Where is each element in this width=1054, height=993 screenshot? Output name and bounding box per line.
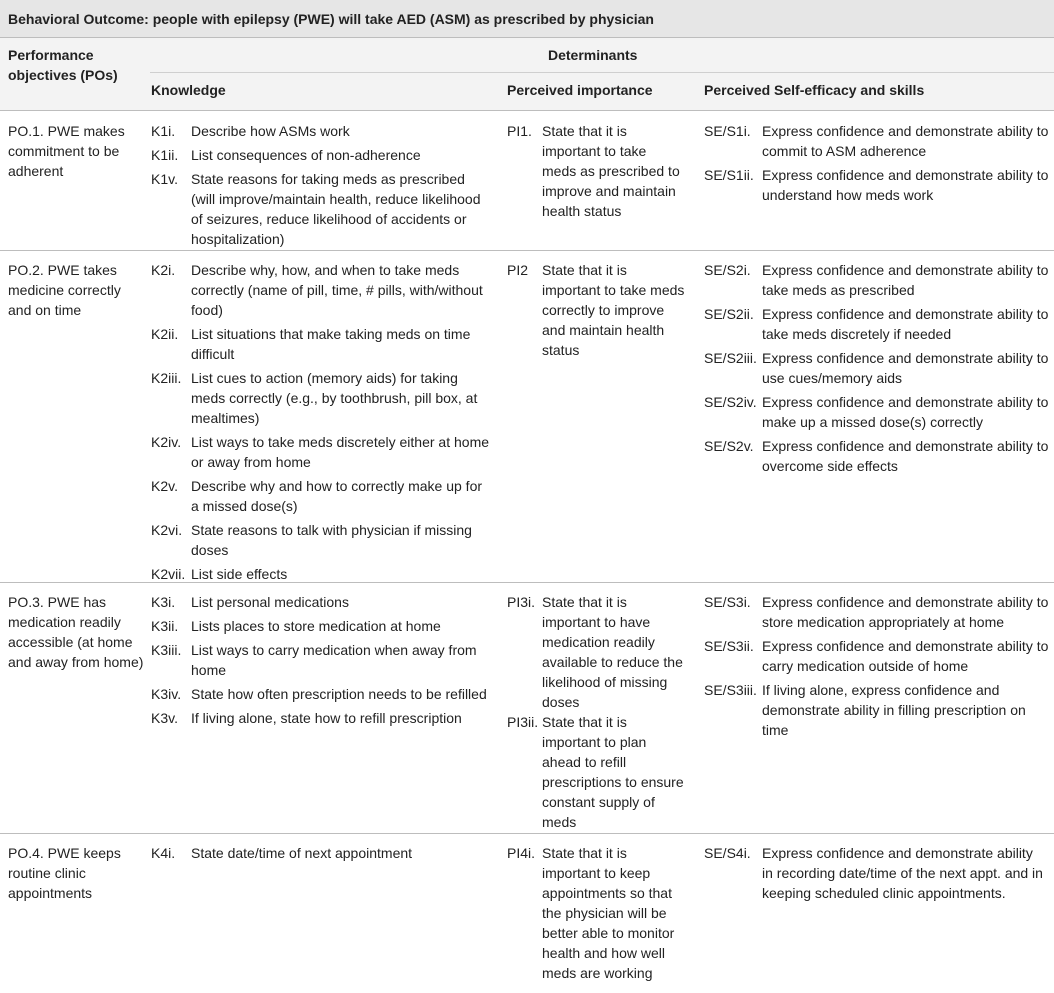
importance-item-text-line: correctly to improve: [542, 302, 665, 318]
po-cell: [8, 121, 125, 181]
self-efficacy-item-text: [762, 843, 1043, 903]
row-separator: [0, 582, 1054, 583]
importance-item-text-line: meds as prescribed to: [542, 163, 680, 179]
po-text-line: commitment to be: [8, 143, 120, 159]
po-cell: [8, 843, 121, 903]
po-text-line: PO.4. PWE keeps: [8, 845, 121, 861]
importance-item-text-line: status: [542, 342, 580, 358]
knowledge-item-text-line: meds correctly (e.g., by toothbrush, pill box, at: [191, 390, 478, 406]
knowledge-item-text-line: Describe why and how to correctly make up for: [191, 478, 483, 494]
knowledge-item-code: K2vii.: [151, 566, 186, 582]
self-efficacy-item-text: [762, 165, 1048, 205]
importance-item-text-line: important to keep: [542, 865, 651, 881]
importance-item-code: PI3ii.: [507, 714, 539, 730]
importance-item-text-line: ahead to refill: [542, 754, 627, 770]
self-efficacy-item-code: SE/S2ii.: [704, 306, 754, 322]
self-efficacy-item-text: [762, 680, 1026, 740]
self-efficacy-item-text-line: Express confidence and demonstrate ability to: [762, 394, 1049, 410]
self-efficacy-item-text-line: carry medication outside of home: [762, 658, 969, 674]
rule-determinants: [150, 72, 1054, 73]
importance-item-text: [542, 592, 683, 712]
po-text-line: routine clinic: [8, 865, 86, 881]
self-efficacy-item-text-line: commit to ASM adherence: [762, 143, 927, 159]
rule-title-bottom: [0, 37, 1054, 38]
knowledge-item-text: [191, 260, 483, 320]
importance-item-text-line: medication readily: [542, 634, 655, 650]
importance-item-code: PI3i.: [507, 594, 536, 610]
header-determinants: Determinants: [548, 47, 638, 63]
self-efficacy-item-text-line: store medication appropriately at home: [762, 614, 1005, 630]
importance-item-code: PI4i.: [507, 845, 536, 861]
knowledge-item-code: K4i.: [151, 845, 176, 861]
knowledge-item-text-line: or away from home: [191, 454, 311, 470]
self-efficacy-item-text: [762, 348, 1048, 388]
knowledge-item-text: [191, 708, 462, 728]
self-efficacy-item-text: [762, 304, 1048, 344]
knowledge-item-text-line: a missed dose(s): [191, 498, 298, 514]
knowledge-item-text-line: Describe why, how, and when to take meds: [191, 262, 460, 278]
header-knowledge: Knowledge: [151, 82, 226, 98]
header-po-line-2: objectives (POs): [8, 67, 118, 83]
header-importance: Perceived importance: [507, 82, 653, 98]
importance-item-text-line: appointments so that: [542, 885, 672, 901]
self-efficacy-item-text: [762, 392, 1048, 432]
self-efficacy-item-text: [762, 436, 1048, 476]
self-efficacy-item-text-line: Express confidence and demonstrate ability to: [762, 350, 1049, 366]
importance-item-text-line: better able to monitor: [542, 925, 675, 941]
importance-item-text-line: meds: [542, 814, 577, 830]
knowledge-item-text: [191, 592, 349, 612]
self-efficacy-item-text-line: overcome side effects: [762, 458, 898, 474]
self-efficacy-item-text-line: Express confidence and demonstrate ability to: [762, 123, 1049, 139]
knowledge-item-text-line: correctly (name of pill, time, # pills, with/without: [191, 282, 483, 298]
po-text-line: and on time: [8, 302, 82, 318]
importance-item-text-line: State that it is: [542, 594, 627, 610]
self-efficacy-item-text-line: understand how meds work: [762, 187, 934, 203]
knowledge-item-text-line: Describe how ASMs work: [191, 123, 350, 139]
importance-item-text-line: available to reduce the: [542, 654, 683, 670]
po-text-line: PO.1. PWE makes: [8, 123, 125, 139]
importance-item-text-line: health and how well: [542, 945, 665, 961]
po-text-line: medication readily: [8, 614, 121, 630]
importance-item-text: [542, 121, 680, 221]
self-efficacy-item-text-line: Express confidence and demonstrate ability: [762, 845, 1033, 861]
self-efficacy-item-code: SE/S3i.: [704, 594, 751, 610]
knowledge-item-code: K2vi.: [151, 522, 183, 538]
importance-item-text-line: important to plan: [542, 734, 647, 750]
importance-item-text-line: health status: [542, 203, 622, 219]
importance-item-text-line: and maintain health: [542, 322, 665, 338]
knowledge-item-code: K2i.: [151, 262, 176, 278]
self-efficacy-item-code: SE/S2iv.: [704, 394, 757, 410]
knowledge-item-text-line: doses: [191, 542, 229, 558]
rule-header-bottom: [0, 110, 1054, 111]
importance-item-text-line: prescriptions to ensure: [542, 774, 684, 790]
knowledge-item-text-line: List side effects: [191, 566, 288, 582]
self-efficacy-item-text-line: take meds discretely if needed: [762, 326, 952, 342]
knowledge-item-code: K3i.: [151, 594, 176, 610]
knowledge-item-text: [191, 564, 287, 584]
importance-item-text-line: doses: [542, 694, 580, 710]
knowledge-item-text: [191, 640, 477, 680]
knowledge-item-text-line: food): [191, 302, 223, 318]
po-text-line: medicine correctly: [8, 282, 121, 298]
knowledge-item-text: [191, 432, 489, 472]
knowledge-item-text: [191, 520, 472, 560]
self-efficacy-item-text: [762, 121, 1048, 161]
header-self-efficacy: Perceived Self-efficacy and skills: [704, 82, 925, 98]
knowledge-item-text-line: List consequences of non-adherence: [191, 147, 421, 163]
self-efficacy-item-text-line: take meds as prescribed: [762, 282, 915, 298]
knowledge-item-text: [191, 843, 412, 863]
importance-item-text-line: important to have: [542, 614, 651, 630]
knowledge-item-code: K3ii.: [151, 618, 179, 634]
importance-item-text: [542, 712, 684, 832]
knowledge-item-text-line: List ways to carry medication when away from: [191, 642, 477, 658]
knowledge-item-text-line: mealtimes): [191, 410, 260, 426]
self-efficacy-item-text-line: make up a missed dose(s) correctly: [762, 414, 983, 430]
self-efficacy-item-text-line: demonstrate ability in filling prescription on: [762, 702, 1026, 718]
self-efficacy-item-text-line: Express confidence and demonstrate ability to: [762, 594, 1049, 610]
importance-item-text: [542, 260, 684, 360]
po-text-line: accessible (at home: [8, 634, 133, 650]
knowledge-item-text: [191, 324, 470, 364]
knowledge-item-text-line: State reasons for taking meds as prescribed: [191, 171, 465, 187]
knowledge-item-text-line: State date/time of next appointment: [191, 845, 413, 861]
po-text-line: PO.3. PWE has: [8, 594, 107, 610]
self-efficacy-item-text-line: use cues/memory aids: [762, 370, 903, 386]
knowledge-item-text-line: State reasons to talk with physician if missing: [191, 522, 472, 538]
self-efficacy-item-code: SE/S2i.: [704, 262, 751, 278]
row-separator: [0, 250, 1054, 251]
knowledge-item-code: K1i.: [151, 123, 176, 139]
header-po-line-1: Performance: [8, 47, 94, 63]
self-efficacy-item-text-line: time: [762, 722, 789, 738]
self-efficacy-item-text: [762, 260, 1048, 300]
self-efficacy-item-text-line: keeping scheduled clinic appointments.: [762, 885, 1006, 901]
self-efficacy-item-code: SE/S4i.: [704, 845, 751, 861]
knowledge-item-text: [191, 616, 441, 636]
knowledge-item-code: K2ii.: [151, 326, 179, 342]
knowledge-item-text-line: Lists places to store medication at home: [191, 618, 441, 634]
knowledge-item-text: [191, 684, 487, 704]
self-efficacy-item-text-line: Express confidence and demonstrate ability to: [762, 262, 1049, 278]
knowledge-item-text-line: (will improve/maintain health, reduce likelihood: [191, 191, 481, 207]
knowledge-item-code: K3iii.: [151, 642, 182, 658]
knowledge-item-text: [191, 169, 480, 249]
po-text-line: appointments: [8, 885, 93, 901]
self-efficacy-item-text-line: Express confidence and demonstrate ability to: [762, 638, 1049, 654]
knowledge-item-code: K1ii.: [151, 147, 179, 163]
table-title: Behavioral Outcome: people with epilepsy (PWE) will take AED (ASM) as prescribed by physician: [8, 11, 654, 27]
self-efficacy-item-text-line: Express confidence and demonstrate ability to: [762, 167, 1049, 183]
self-efficacy-item-code: SE/S3ii.: [704, 638, 754, 654]
importance-item-text-line: improve and maintain: [542, 183, 676, 199]
self-efficacy-item-code: SE/S2v.: [704, 438, 754, 454]
knowledge-item-text: [191, 368, 477, 428]
knowledge-item-text: [191, 121, 350, 141]
importance-item-text-line: important to take meds: [542, 282, 685, 298]
self-efficacy-item-code: SE/S1i.: [704, 123, 751, 139]
knowledge-item-text-line: List ways to take meds discretely either at home: [191, 434, 490, 450]
importance-item-text-line: likelihood of missing: [542, 674, 668, 690]
self-efficacy-item-text-line: If living alone, express confidence and: [762, 682, 1000, 698]
self-efficacy-item-text-line: in recording date/time of the next appt. and in: [762, 865, 1043, 881]
importance-item-text-line: meds are working: [542, 965, 653, 981]
self-efficacy-item-text-line: Express confidence and demonstrate ability to: [762, 306, 1049, 322]
knowledge-item-code: K1v.: [151, 171, 178, 187]
self-efficacy-item-text: [762, 636, 1048, 676]
self-efficacy-item-code: SE/S3iii.: [704, 682, 757, 698]
knowledge-item-text-line: If living alone, state how to refill prescription: [191, 710, 462, 726]
self-efficacy-item-text-line: Express confidence and demonstrate ability to: [762, 438, 1049, 454]
importance-item-text: [542, 843, 674, 983]
knowledge-item-text-line: difficult: [191, 346, 235, 362]
importance-item-text-line: State that it is: [542, 262, 627, 278]
knowledge-item-text-line: hospitalization): [191, 231, 285, 247]
knowledge-item-text-line: State how often prescription needs to be refilled: [191, 686, 487, 702]
knowledge-item-code: K3iv.: [151, 686, 182, 702]
importance-item-code: PI2: [507, 262, 529, 278]
po-text-line: PO.2. PWE takes: [8, 262, 117, 278]
po-cell: [8, 260, 121, 320]
importance-item-text-line: State that it is: [542, 123, 627, 139]
knowledge-item-text-line: List cues to action (memory aids) for taking: [191, 370, 458, 386]
row-separator: [0, 833, 1054, 834]
knowledge-item-text-line: List situations that make taking meds on time: [191, 326, 471, 342]
knowledge-item-text-line: home: [191, 662, 227, 678]
importance-item-text-line: State that it is: [542, 845, 627, 861]
knowledge-item-text-line: of seizures, reduce likelihood of accidents or: [191, 211, 467, 227]
importance-item-text-line: State that it is: [542, 714, 627, 730]
knowledge-item-code: K2v.: [151, 478, 178, 494]
knowledge-item-text: [191, 145, 421, 165]
po-text-line: adherent: [8, 163, 64, 179]
knowledge-item-text-line: List personal medications: [191, 594, 349, 610]
importance-item-text-line: the physician will be: [542, 905, 667, 921]
knowledge-item-code: K2iii.: [151, 370, 182, 386]
importance-item-code: PI1.: [507, 123, 532, 139]
self-efficacy-item-code: SE/S1ii.: [704, 167, 754, 183]
self-efficacy-item-text: [762, 592, 1048, 632]
knowledge-item-code: K2iv.: [151, 434, 182, 450]
po-cell: [8, 592, 143, 672]
self-efficacy-item-code: SE/S2iii.: [704, 350, 757, 366]
knowledge-item-code: K3v.: [151, 710, 178, 726]
importance-item-text-line: important to take: [542, 143, 647, 159]
po-text-line: and away from home): [8, 654, 144, 670]
importance-item-text-line: constant supply of: [542, 794, 655, 810]
knowledge-item-text: [191, 476, 482, 516]
